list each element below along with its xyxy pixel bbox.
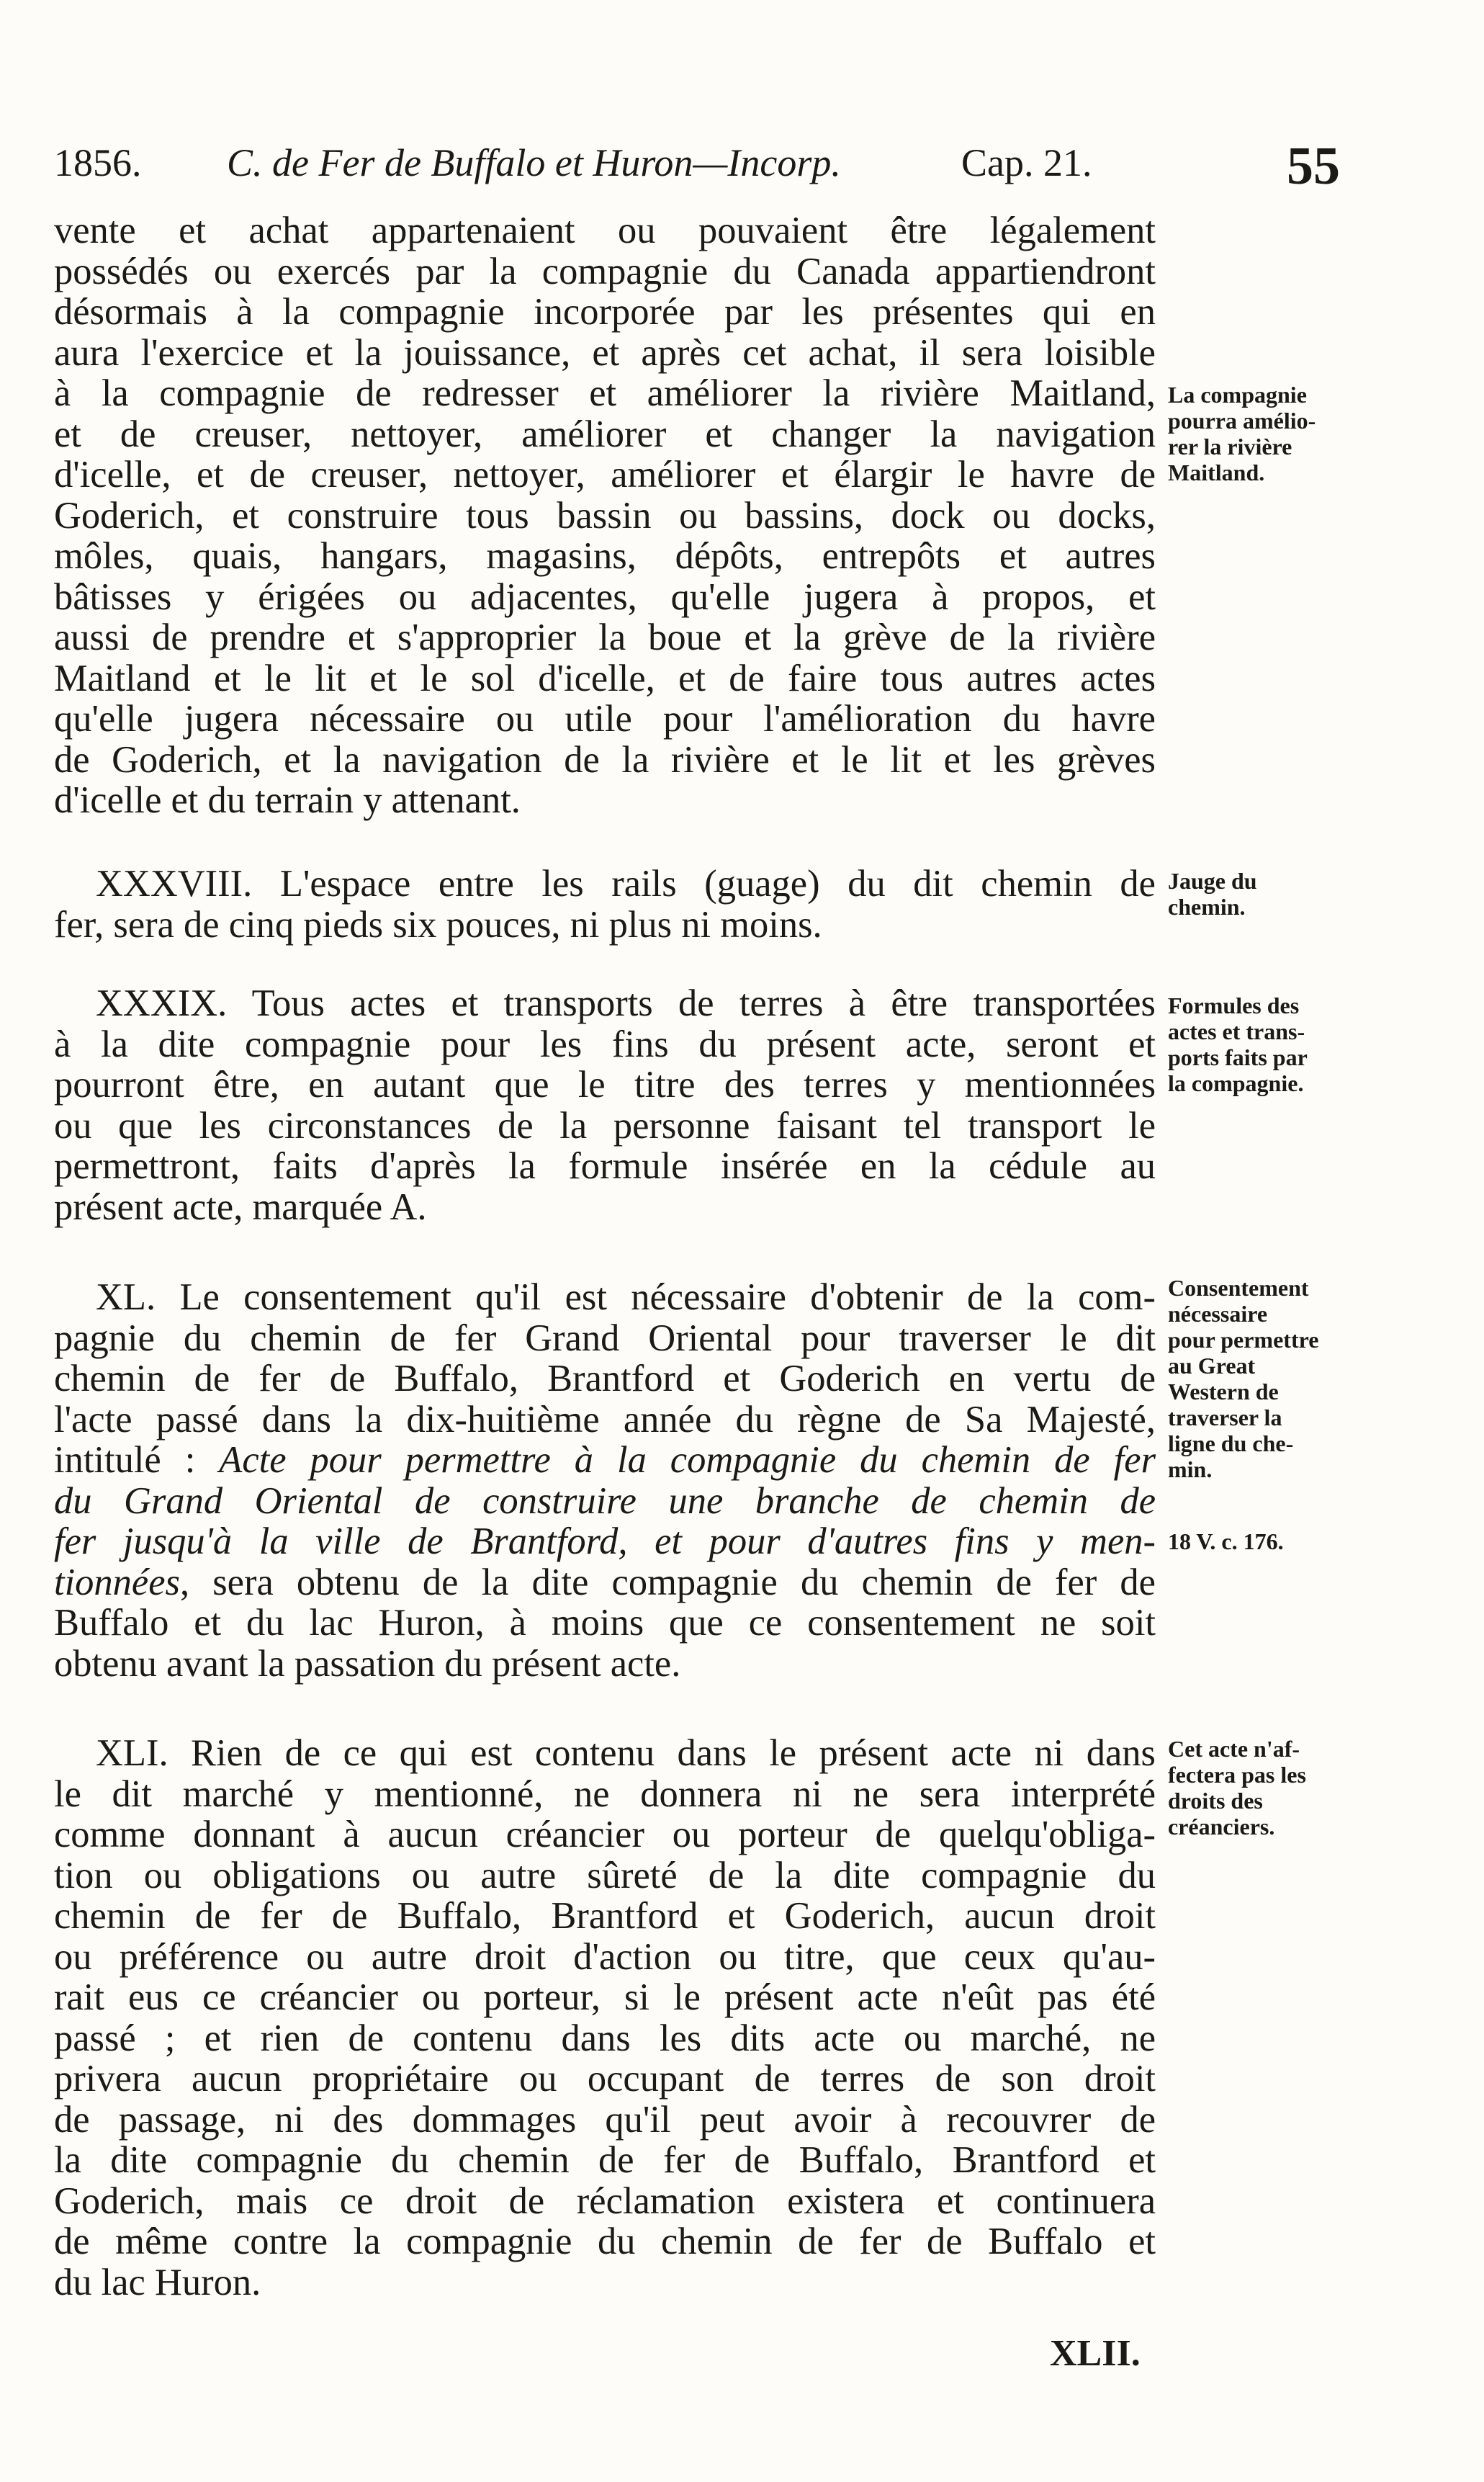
section-xxxviii [54,864,1156,945]
margin-note-consentement: Consentement nécessaire pour permettre au Great Western de traverser la ligne du che- min. [1168,1275,1319,1482]
margin-note-maitland: La compagnie pourra amélio- rer la rivière Maitland. [1168,382,1316,485]
header-year: 1856. [54,141,142,184]
text-fragment: , sera obtenu de la dite compagnie du chemin de fer de [179,1561,1156,1603]
text-line: privera aucun propriétaire ou occupant de terres de son droit [54,2058,1156,2100]
text-line: passé ; et rien de contenu dans les dits acte ou marché, ne [54,2017,1156,2059]
section-xxxix [54,983,1156,1227]
text-line: le dit marché y mentionné, ne donnera ni ne sera interprété [54,1773,1156,1815]
text-line: permettront, faits d'après la formule insérée en la cédule au [54,1145,1156,1187]
text-line: rait eus ce créancier ou porteur, si le présent acte n'eût pas été [54,1976,1156,2018]
text-line: Goderich, mais ce droit de réclamation existera et continuera [54,2179,1156,2222]
text-line: comme donnant à aucun créancier ou porteur de quelqu'obliga- [54,1814,1156,1855]
text-line: aura l'exercice et la jouissance, et après cet achat, il sera loisible [54,331,1156,374]
text-line: d'icelle et du terrain y attenant. [54,779,521,821]
text-line: XL. Le consentement qu'il est nécessaire d'obtenir de la com- [96,1276,1156,1318]
text-line: Buffalo et du lac Huron, à moins que ce consentement ne soit [54,1602,1156,1644]
text-line: présent acte, marquée A. [54,1186,427,1228]
text-line: de Goderich, et la navigation de la rivière et le lit et les grèves [54,738,1156,781]
text-line: l'acte passé dans la dix-huitième année du règne de Sa Majesté, [54,1398,1156,1441]
text-line: la dite compagnie du chemin de fer de Buffalo, Brantford et [54,2139,1156,2181]
text-line: vente et achat appartenaient ou pouvaient être légalement [54,210,1156,251]
text-line: pagnie du chemin de fer Grand Oriental pour traverser le dit [54,1317,1156,1359]
text-line: et de creuser, nettoyer, améliorer et changer la navigation [54,413,1156,455]
text-line: de même contre la compagnie du chemin de fer de Buffalo et [54,2221,1156,2262]
text-line: XXXIX. Tous actes et transports de terres à être transportées [96,982,1156,1024]
text-line: chemin de fer de Buffalo, Brantford et Goderich en vertu de [54,1358,1156,1399]
margin-note-formules: Formules des actes et trans- ports faits par la compagnie. [1168,993,1308,1096]
text-line: bâtisses y érigées ou adjacentes, qu'elle jugera à propos, et [54,575,1156,618]
margin-note-creanciers: Cet acte n'af- fectera pas les droits des créanciers. [1168,1736,1306,1840]
text-line: tion ou obligations ou autre sûreté de la dite compagnie du [54,1854,1156,1896]
text-line: Goderich, et construire tous bassin ou bassins, dock ou docks, [54,494,1156,537]
text-line: à la compagnie de redresser et améliorer la rivière Maitland, [54,372,1156,414]
header-chapter: Cap. 21. [961,141,1092,184]
text-line: môles, quais, hangars, magasins, dépôts, entrepôts et autres [54,535,1156,577]
act-title-italic: Acte pour permettre à la compagnie du chemin de fer [219,1439,1156,1481]
running-header [54,137,1350,198]
act-title-italic: tionnées [54,1561,180,1603]
act-title-italic: fer jusqu'à la ville de Brantford, et pour d'autres fins y men- [54,1520,1156,1562]
text-line: aussi de prendre et s'approprier la boue et la grève de la rivière [54,617,1156,658]
text-line: d'icelle, et de creuser, nettoyer, améliorer et élargir le havre de [54,454,1156,496]
intitule-label: intitulé : [54,1439,196,1481]
section-xl [54,1277,1156,1684]
text-line: du lac Huron. [54,2261,261,2303]
act-title-italic: du Grand Oriental de construire une branche de chemin de [54,1479,1156,1522]
catchword: XLII. [1050,2333,1141,2374]
text-line [54,1440,1156,1481]
page-number: 55 [1287,137,1340,196]
section-xli [54,1733,1156,2303]
text-line: XXXVIII. L'espace entre les rails (guage) du dit chemin de [96,863,1156,905]
text-line: pourront être, en autant que le titre des terres y mentionnées [54,1064,1156,1106]
text-line: fer, sera de cinq pieds six pouces, ni plus ni moins. [54,903,822,946]
text-line [54,1562,1156,1603]
text-line: ou que les circonstances de la personne faisant tel transport le [54,1104,1156,1147]
text-line: à la dite compagnie pour les fins du présent acte, seront et [54,1023,1156,1065]
text-line: désormais à la compagnie incorporée par les présentes qui en [54,291,1156,333]
header-title: C. de Fer de Buffalo et Huron—Incorp. [227,141,841,184]
text-line: ou préférence ou autre droit d'action ou titre, que ceux qu'au- [54,1935,1156,1978]
paragraph-continuation [54,210,1156,821]
margin-note-jauge: Jauge du chemin. [1168,868,1257,920]
text-line: de passage, ni des dommages qu'il peut avoir à recouvrer de [54,2098,1156,2141]
text-line: chemin de fer de Buffalo, Brantford et Goderich, aucun droit [54,1895,1156,1937]
text-line: qu'elle jugera nécessaire ou utile pour l'amélioration du havre [54,698,1156,740]
text-line: XLI. Rien de ce qui est contenu dans le présent acte ni dans [96,1732,1156,1774]
margin-note-statute-ref: 18 V. c. 176. [1168,1528,1284,1554]
text-line: Maitland et le lit et le sol d'icelle, et de faire tous autres actes [54,657,1156,699]
text-line: possédés ou exercés par la compagnie du Canada appartiendront [54,250,1156,292]
text-line: obtenu avant la passation du présent acte. [54,1642,681,1685]
